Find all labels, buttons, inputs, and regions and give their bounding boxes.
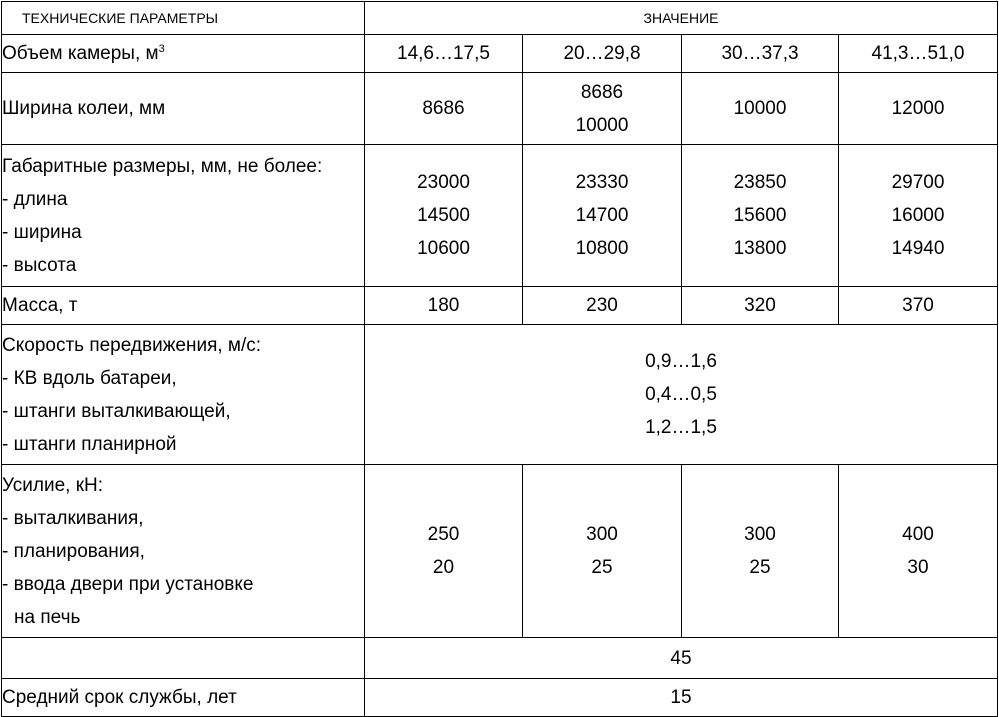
dimensions-value: 14940 <box>891 238 945 259</box>
force-item: - планирования, <box>2 540 145 562</box>
dimensions-item: - ширина <box>2 221 82 243</box>
row-speed <box>2 325 998 465</box>
header-row <box>2 2 998 35</box>
dimensions-value: 23850 <box>733 172 787 193</box>
dimensions-value: 14500 <box>417 205 470 226</box>
service-life-label: Средний срок службы, лет <box>2 679 365 717</box>
gauge-value: 10000 <box>575 114 629 136</box>
speed-label-cell <box>2 325 365 465</box>
row-mass <box>2 287 998 325</box>
force-value: 300 <box>744 524 776 545</box>
gauge-value: 8686 <box>365 73 523 145</box>
speed-item: - штанги выталкивающей, <box>2 400 231 422</box>
force-col <box>365 465 523 638</box>
speed-value: 1,2…1,5 <box>645 417 717 438</box>
mass-value: 230 <box>523 287 682 325</box>
force-item: - выталкивания, <box>2 507 144 529</box>
row-volume <box>2 35 998 73</box>
force-value: 25 <box>591 557 613 578</box>
force-col <box>523 465 682 638</box>
speed-label: Скорость передвижения, м/с: <box>2 334 262 356</box>
volume-unit-sup: 3 <box>158 43 165 55</box>
dimensions-col <box>682 145 839 287</box>
volume-label-cell <box>2 35 365 73</box>
row-dimensions <box>2 145 998 287</box>
dimensions-value: 10800 <box>575 238 629 259</box>
force-label: Усилие, кН: <box>2 474 104 496</box>
force-value: 30 <box>907 557 929 578</box>
force-col <box>682 465 839 638</box>
header-value: ЗНАЧЕНИЕ <box>365 2 998 35</box>
header-param: ТЕХНИЧЕСКИЕ ПАРАМЕТРЫ <box>2 2 365 35</box>
force-value: 25 <box>749 557 771 578</box>
mass-value: 320 <box>682 287 839 325</box>
speed-item: - КВ вдоль батареи, <box>2 367 177 389</box>
service-life-value: 15 <box>365 679 998 717</box>
gauge-label: Ширина колеи, мм <box>2 73 365 145</box>
force-label-cell <box>2 465 365 638</box>
row-door-force <box>2 638 998 679</box>
row-service-life <box>2 679 998 717</box>
volume-value: 41,3…51,0 <box>839 35 998 73</box>
volume-value: 30…37,3 <box>682 35 839 73</box>
volume-value: 20…29,8 <box>523 35 682 73</box>
mass-value: 180 <box>365 287 523 325</box>
speed-value: 0,9…1,6 <box>645 351 717 372</box>
speed-value: 0,4…0,5 <box>645 384 717 405</box>
row-force <box>2 465 998 638</box>
force-col <box>839 465 998 638</box>
force-value: 300 <box>586 524 618 545</box>
dimensions-value: 13800 <box>733 238 787 259</box>
force-value: 20 <box>432 557 455 578</box>
door-force-blank <box>2 638 365 679</box>
gauge-value: 12000 <box>839 73 998 145</box>
dimensions-col <box>523 145 682 287</box>
speed-values <box>365 325 998 465</box>
dimensions-label-cell <box>2 145 365 287</box>
dimensions-value: 15600 <box>733 205 787 226</box>
force-value: 400 <box>902 524 934 545</box>
dimensions-value: 23000 <box>417 172 470 193</box>
mass-label: Масса, т <box>2 287 365 325</box>
dimensions-col <box>839 145 998 287</box>
volume-value: 14,6…17,5 <box>365 35 523 73</box>
gauge-value: 10000 <box>682 73 839 145</box>
mass-value: 370 <box>839 287 998 325</box>
dimensions-value: 16000 <box>891 205 945 226</box>
dimensions-item: - высота <box>2 254 77 276</box>
gauge-value: 8686 <box>580 81 624 103</box>
dimensions-label: Габаритные размеры, мм, не более: <box>2 155 323 177</box>
dimensions-value: 23330 <box>575 172 629 193</box>
force-item: на печь <box>14 606 81 628</box>
dimensions-col <box>365 145 523 287</box>
speed-item: - штанги планирной <box>2 433 177 455</box>
door-force-value: 45 <box>365 638 998 679</box>
specs-table <box>1 1 998 717</box>
dimensions-item: - длина <box>2 188 68 210</box>
dimensions-value: 29700 <box>891 172 945 193</box>
row-gauge <box>2 73 998 145</box>
dimensions-value: 14700 <box>575 205 629 226</box>
force-value: 250 <box>427 524 460 545</box>
volume-label: Объем камеры, м <box>2 43 159 64</box>
gauge-value-double <box>523 73 682 145</box>
dimensions-value: 10600 <box>417 238 470 259</box>
force-item: - ввода двери при установке <box>2 573 254 595</box>
